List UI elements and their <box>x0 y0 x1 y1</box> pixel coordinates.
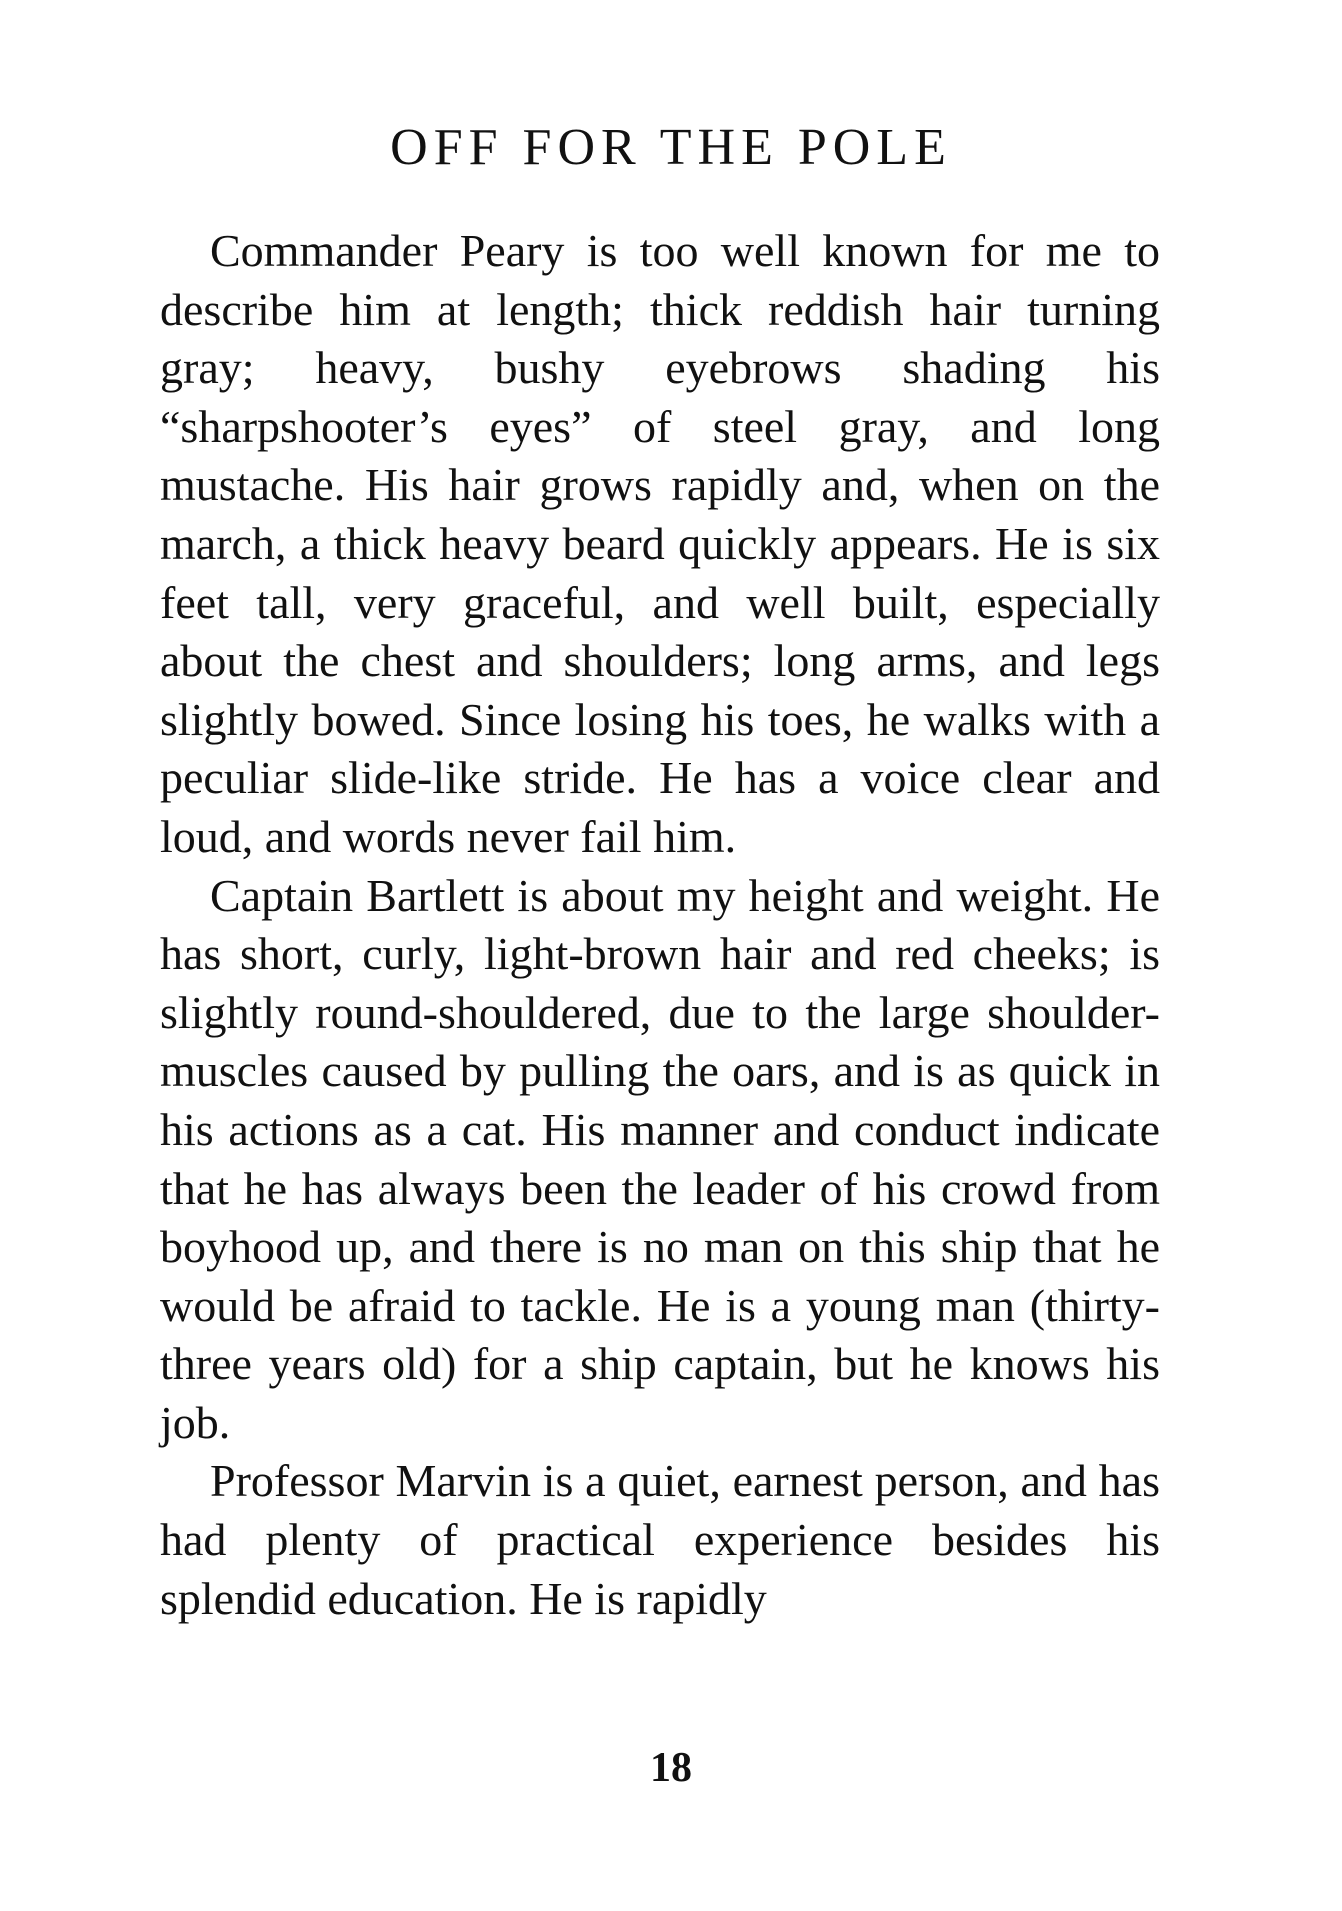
page-number: 18 <box>650 1745 692 1791</box>
paragraph-bartlett: Captain Bartlett is about my height and weight. He has short, curly, light-brown hair and red cheeks; is slightly round-shouldered, due to the large shoulder-muscles caused by pulling the oars, and is as quick in his actions as a cat. His manner and conduct indicate that he has always been the leader of his crowd from boyhood up, and there is no man on this ship that he would be afraid to tackle. He is a young man (thirty-three years old) for a ship captain, but he knows his job. <box>160 869 1160 1448</box>
paragraph-marvin: Professor Marvin is a quiet, earnest person, and has had plenty of practical experience besides his splendid education. He is rapidly <box>160 1455 1160 1624</box>
running-head: OFF FOR THE POLE <box>390 119 952 176</box>
paragraph-peary: Commander Peary is too well known for me to describe him at length; thick reddish hair turning gray; heavy, bushy eyebrows shading his “sharpshooter’s eyes” of steel gray, and long mustache. His hair grows rapidly and, when on the march, a thick heavy beard quickly appears. He is six feet tall, very graceful, and well built, especially about the chest and shoulders; long arms, and legs slightly bowed. Since losing his toes, he walks with a peculiar slide-like stride. He has a voice clear and loud, and words never fail him. <box>160 225 1160 862</box>
body-text <box>160 222 1160 1628</box>
